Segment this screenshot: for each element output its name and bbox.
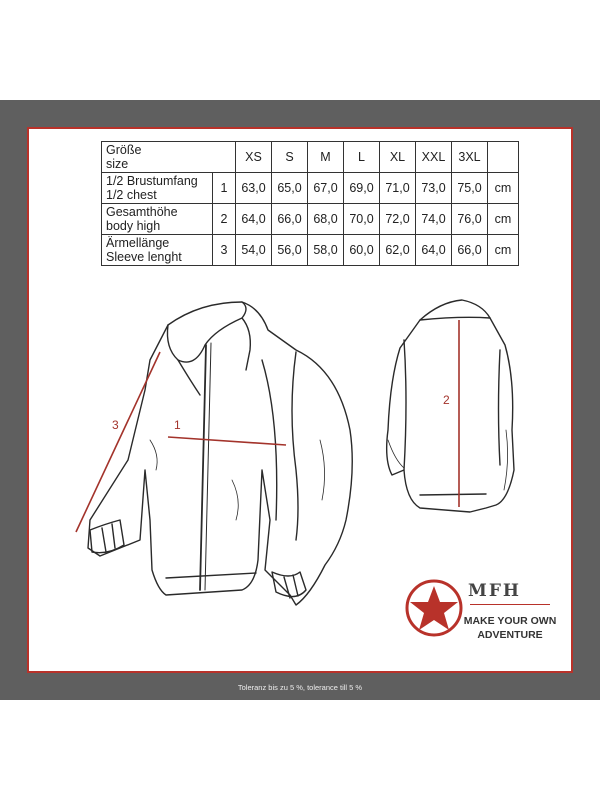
size-col-s: S: [272, 142, 308, 173]
size-col-l: L: [344, 142, 380, 173]
table-cell: 66,0: [452, 235, 488, 266]
table-cell: 64,0: [416, 235, 452, 266]
sleeve-dimension-label: 3: [112, 418, 119, 432]
table-cell: 76,0: [452, 204, 488, 235]
header-size-label: Größe size: [102, 142, 236, 173]
row-label: 1/2 Brustumfang 1/2 chest: [102, 173, 213, 204]
table-cell: 63,0: [236, 173, 272, 204]
table-cell: 73,0: [416, 173, 452, 204]
tolerance-note: Toleranz bis zu 5 %, tolerance till 5 %: [237, 683, 363, 692]
unit-cell: cm: [488, 173, 519, 204]
row-number: 3: [213, 235, 236, 266]
table-cell: 60,0: [344, 235, 380, 266]
table-cell: 65,0: [272, 173, 308, 204]
brand-slogan: MAKE YOUR OWN ADVENTURE: [463, 615, 557, 641]
table-cell: 74,0: [416, 204, 452, 235]
brand-divider: [470, 604, 550, 605]
table-cell: 75,0: [452, 173, 488, 204]
unit-cell: cm: [488, 235, 519, 266]
table-cell: 72,0: [380, 204, 416, 235]
table-cell: 70,0: [344, 204, 380, 235]
chest-dimension-label: 1: [174, 418, 181, 432]
table-cell: 58,0: [308, 235, 344, 266]
table-cell: 69,0: [344, 173, 380, 204]
unit-cell: cm: [488, 204, 519, 235]
row-number: 1: [213, 173, 236, 204]
brand-name: MFH: [468, 581, 521, 601]
height-dimension-label: 2: [443, 393, 450, 407]
row-label: Gesamthöhe body high: [102, 204, 213, 235]
size-col-m: M: [308, 142, 344, 173]
size-col-xxl: XXL: [416, 142, 452, 173]
star-icon: [410, 586, 458, 630]
table-cell: 54,0: [236, 235, 272, 266]
size-col-xl: XL: [380, 142, 416, 173]
table-cell: 66,0: [272, 204, 308, 235]
row-number: 2: [213, 204, 236, 235]
size-col-xs: XS: [236, 142, 272, 173]
table-cell: 56,0: [272, 235, 308, 266]
size-col-3xl: 3XL: [452, 142, 488, 173]
table-cell: 64,0: [236, 204, 272, 235]
row-label: Ärmellänge Sleeve lenght: [102, 235, 213, 266]
table-cell: 71,0: [380, 173, 416, 204]
table-cell: 62,0: [380, 235, 416, 266]
table-cell: 67,0: [308, 173, 344, 204]
table-cell: 68,0: [308, 204, 344, 235]
